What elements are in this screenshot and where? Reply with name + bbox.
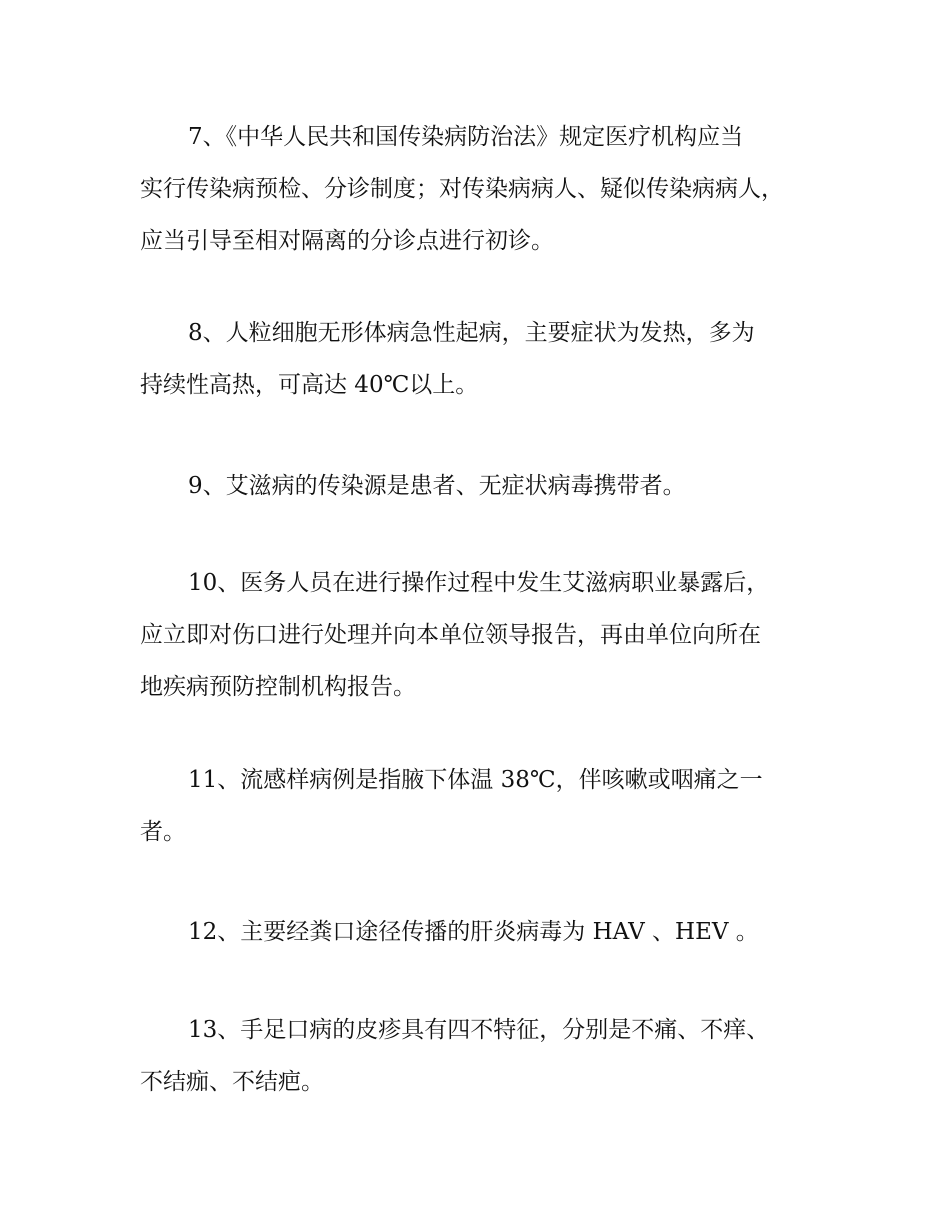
paragraph-item-8 (140, 307, 840, 411)
paragraph-line: 12、主要经粪口途径传播的肝炎病毒为 HAV 、HEV 。 (188, 919, 759, 945)
paragraph-item-12 (140, 906, 840, 958)
paragraph-item-10 (140, 557, 840, 713)
paragraph-line: 9、艾滋病的传染源是患者、无症状病毒携带者。 (188, 473, 686, 499)
paragraph-line: 不结痂、不结疤。 (140, 1069, 324, 1095)
paragraph-line: 者。 (140, 819, 186, 845)
paragraph-line: 应当引导至相对隔离的分诊点进行初诊。 (140, 228, 554, 254)
paragraph-item-11 (140, 754, 840, 858)
paragraph-line: 应立即对伤口进行处理并向本单位领导报告，再由单位向所在 (140, 622, 761, 648)
paragraph-line: 13、手足口病的皮疹具有四不特征，分别是不痛、不痒、 (188, 1017, 770, 1043)
paragraph-line: 11、流感样病例是指腋下体温 38℃，伴咳嗽或咽痛之一 (188, 767, 763, 793)
paragraph-line: 10、医务人员在进行操作过程中发生艾滋病职业暴露后， (188, 570, 770, 596)
paragraph-line: 8、人粒细胞无形体病急性起病，主要症状为发热，多为 (188, 320, 755, 346)
paragraph-line: 实行传染病预检、分诊制度；对传染病病人、疑似传染病病人， (140, 176, 784, 202)
paragraph-line: 地疾病预防控制机构报告。 (140, 674, 416, 700)
paragraph-line: 7、《中华人民共和国传染病防治法》规定医疗机构应当 (188, 124, 744, 150)
paragraph-item-13 (140, 1004, 840, 1108)
paragraph-line: 持续性高热，可高达 40℃以上。 (140, 372, 479, 398)
paragraph-item-7 (140, 111, 840, 267)
paragraph-item-9 (140, 460, 840, 512)
